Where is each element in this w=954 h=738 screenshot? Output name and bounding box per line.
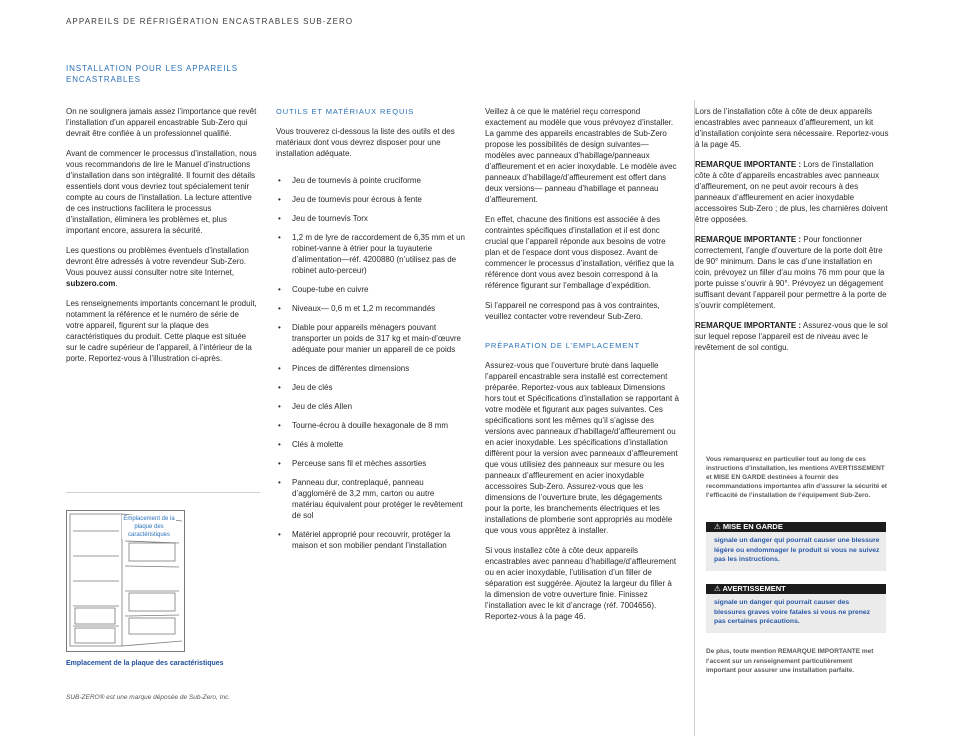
- important-note: [695, 320, 889, 353]
- paragraph: Vous trouverez ci-dessous la liste des outils et des matériaux dont vous devrez disposer pour une installation adéquate.: [276, 127, 455, 158]
- column-preparation: [485, 106, 679, 631]
- list-item: • Niveaux— 0,6 m et 1,2 m recommandés: [276, 303, 466, 314]
- list-item: • Jeu de clés Allen: [276, 401, 466, 412]
- trademark-note: SUB-ZERO® est une marque déposée de Sub-Zero, Inc.: [66, 694, 231, 701]
- warning-bar: [706, 584, 886, 594]
- list-item: • Clés à molette: [276, 439, 466, 450]
- list-item: • Jeu de tournevis pour écrous à fente: [276, 194, 466, 205]
- caution-bar: [706, 522, 886, 532]
- note-label: REMARQUE IMPORTANTE :: [695, 321, 802, 330]
- list-item: • Matériel approprié pour recouvrir, protéger la maison et son mobilier pendant l’installation: [276, 529, 466, 551]
- note-text: Lors de l’installation côte à côte d’appareils encastrables avec panneaux d’affleurement, on ne peut avoir recours à des panneaux d’affleurement en acier inoxydable accessoires Sub-Zero ; de plus, les charnières doivent être opposées.: [695, 160, 888, 224]
- warning-box: [706, 584, 886, 633]
- website-link[interactable]: subzero.com: [66, 279, 116, 288]
- paragraph: On ne soulignera jamais assez l’importance que revêt l’installation d’un appareil encastrable Sub-Zero qui devrait être confiée à un professionnel qualifié.: [66, 107, 257, 138]
- tools-heading: OUTILS ET MATÉRIAUX REQUIS: [276, 107, 415, 116]
- safety-intro: Vous remarquerez en particulier tout au long de ces instructions d’installation, les mentions AVERTISSEMENT et MISE EN GARDE destinées à fournir des recommandations importantes afin d’assurer la sécurité et l’efficacité de l’installation de l’équipement Sub-Zero.: [706, 456, 887, 499]
- paragraph: Les renseignements importants concernant le produit, notamment la référence et le numéro de série de votre appareil, figurent sur la plaque des caractéristiques du produit. Cette plaque est située sur le cadre supérieur de l’appareil, à l’intérieur de la porte. Reportez-vous à l’illustration ci-après.: [66, 299, 257, 363]
- paragraph: Assurez-vous que l’ouverture brute dans laquelle l’appareil encastrable sera installé est correctement préparée. Reportez-vous aux tableaux Dimensions hors tout et Spécifications d’installation se rapportant à votre modèle et figurant aux pages suivantes. Ces spécifications sont les mêmes qu’il s’agisse des versions avec panneaux d’habillage/d’affleurement ou en acier inoxydable. Les spécifications d’installation diffèrent pour la version avec panneaux d’affleurement que vous utilisiez des panneaux sur mesure ou les panneaux d’affleurement en acier inoxydable accessoires Sub-Zero. Assurez-vous que les dimensions de l’ouverture brute, les dégagements pour la porte, les branchements électriques et les installations de plomberie sont appropriés au modèle que vous vous apprêtez à installer.: [485, 361, 679, 535]
- section-title: INSTALLATION POUR LES APPAREILS ENCASTRABLES: [66, 64, 238, 84]
- paragraph: Avant de commencer le processus d’installation, nous vous recommandons de lire le Manuel d’instructions d’installation dans son intégralité. Il fournit des détails essentiels dont vous devriez tout spécialement tenir compte au cours de l’installation. La lecture attentive de ces instructions facilitera le processus d’installation, éliminera les problèmes et, plus important encore, assurera la sécurité.: [66, 149, 257, 235]
- caution-title: MISE EN GARDE: [722, 522, 783, 531]
- caution-box: [706, 522, 886, 571]
- list-item: • Jeu de clés: [276, 382, 466, 393]
- list-item: • 1,2 m de lyre de raccordement de 6,35 mm et un robinet-vanne à étrier pour la tuyauterie d’alimentation—réf. 4200880 (n’utilisez pas de robinet auto-perceur): [276, 232, 466, 276]
- important-note-explanation: De plus, toute mention REMARQUE IMPORTANTE met l’accent sur un renseignement particulièrement important pour assurer une installation parfaite.: [706, 648, 874, 674]
- paragraph: En effet, chacune des finitions est associée à des contraintes spécifiques d’installation et il est donc crucial que l’appareil réponde aux besoins de votre plan et de l’espace dont vous disposez. Avant de commencer le processus d’installation, vérifiez que la référence dont vous avez besoin correspond à la référence figurant sur l’emballage d’expédition.: [485, 215, 674, 290]
- paragraph: Veillez à ce que le matériel reçu correspond exactement au modèle que vous prévoyez d’installer. La gamme des appareils encastrables de Sub-Zero propose les possibilités de design suivantes— modèles avec panneaux d’habillage/panneaux d’affleurement et en acier inoxydable. Le modèle avec panneaux d’habillage/d’affleurement est offert dans deux versions— panneau d’habillage et panneau d’affleurement.: [485, 107, 677, 204]
- column-intro: [66, 106, 258, 373]
- note-text: Pour fonctionner correctement, l’angle d’ouverture de la porte doit être de 90° minimum. Dans le cas d’une installation en coin, prévoyez un filler d’au moins 76 mm pour que la porte puisse s’ouvrir à 90°. Prévoyez un dégagement suffisant devant l’appareil pour permettre à la porte de s’ouvrir complètement.: [695, 235, 887, 310]
- figure-caption: Emplacement de la plaque des caractéristiques: [66, 660, 224, 667]
- paragraph: Lors de l’installation côte à côte de deux appareils encastrables avec panneaux d’affleurement, un kit d’installation conjointe sera nécessaire. Reportez-vous à la page 45.: [695, 107, 889, 149]
- paragraph: Si l’appareil ne correspond pas à vos contraintes, veuillez contacter votre revendeur Sub-Zero.: [485, 301, 660, 321]
- paragraph-text: Les questions ou problèmes éventuels d’installation devront être adressés à votre revendeur Sub-Zero. Vous pouvez aussi consulter notre site Internet,: [66, 246, 249, 277]
- paragraph-end: .: [115, 279, 118, 288]
- warning-text: signale un danger qui pourrait causer des blessures graves voire fatales si vous ne prenez pas certaines précautions.: [714, 599, 871, 625]
- list-item: • Diable pour appareils ménagers pouvant transporter un poids de 317 kg et main-d’œuvre adéquate pour manier un appareil de ce poids: [276, 322, 466, 355]
- paragraph: Si vous installez côte à côte deux appareils encastrables avec panneau d’habillage/d’affleurement ou en acier inoxydable, l’utilisation d’un filler de séparation est suggérée. Ajoutez la largeur du filler à la dimension de votre ouverture finie. Finissez l’installation avec le kit d’ancrage (réf. 7004656). Reportez-vous à la page 46.: [485, 546, 677, 621]
- caution-text: signale un danger qui pourrait causer une blessure légère ou endommager le produit si vous ne suivez pas les instructions.: [714, 537, 880, 563]
- warning-title: AVERTISSEMENT: [722, 584, 786, 593]
- note-label: REMARQUE IMPORTANTE :: [695, 160, 802, 169]
- column-tools: [276, 106, 466, 559]
- note-text: Assurez-vous que le sol sur lequel repose l’appareil est de niveau avec le revêtement de sol contigu.: [695, 321, 888, 352]
- list-item: • Perceuse sans fil et mèches assorties: [276, 458, 466, 469]
- warning-triangle-icon: ⚠: [714, 584, 723, 593]
- list-item: • Panneau dur, contreplaqué, panneau d’aggloméré de 3,2 mm, carton ou autre matériau équivalent pour protéger le revêtement de sol: [276, 477, 466, 521]
- tools-list: [276, 175, 466, 551]
- important-note: [695, 159, 889, 225]
- preparation-heading: PRÉPARATION DE L’EMPLACEMENT: [485, 341, 640, 350]
- list-item: • Coupe-tube en cuivre: [276, 284, 466, 295]
- important-note: [695, 234, 889, 311]
- list-item: • Tourne-écrou à douille hexagonale de 8 mm: [276, 420, 466, 431]
- list-item: • Jeu de tournevis Torx: [276, 213, 466, 224]
- warning-triangle-icon: ⚠: [714, 522, 723, 531]
- figure-label: Emplacement de la plaque des caractéristiques: [123, 516, 175, 538]
- divider: [66, 492, 260, 493]
- paragraph: [66, 245, 258, 289]
- column-notes: [695, 106, 889, 362]
- note-label: REMARQUE IMPORTANTE :: [695, 235, 802, 244]
- page-header: APPAREILS DE RÉFRIGÉRATION ENCASTRABLES SUB-ZERO: [66, 17, 354, 26]
- list-item: • Jeu de tournevis à pointe cruciforme: [276, 175, 466, 186]
- list-item: • Pinces de différentes dimensions: [276, 363, 466, 374]
